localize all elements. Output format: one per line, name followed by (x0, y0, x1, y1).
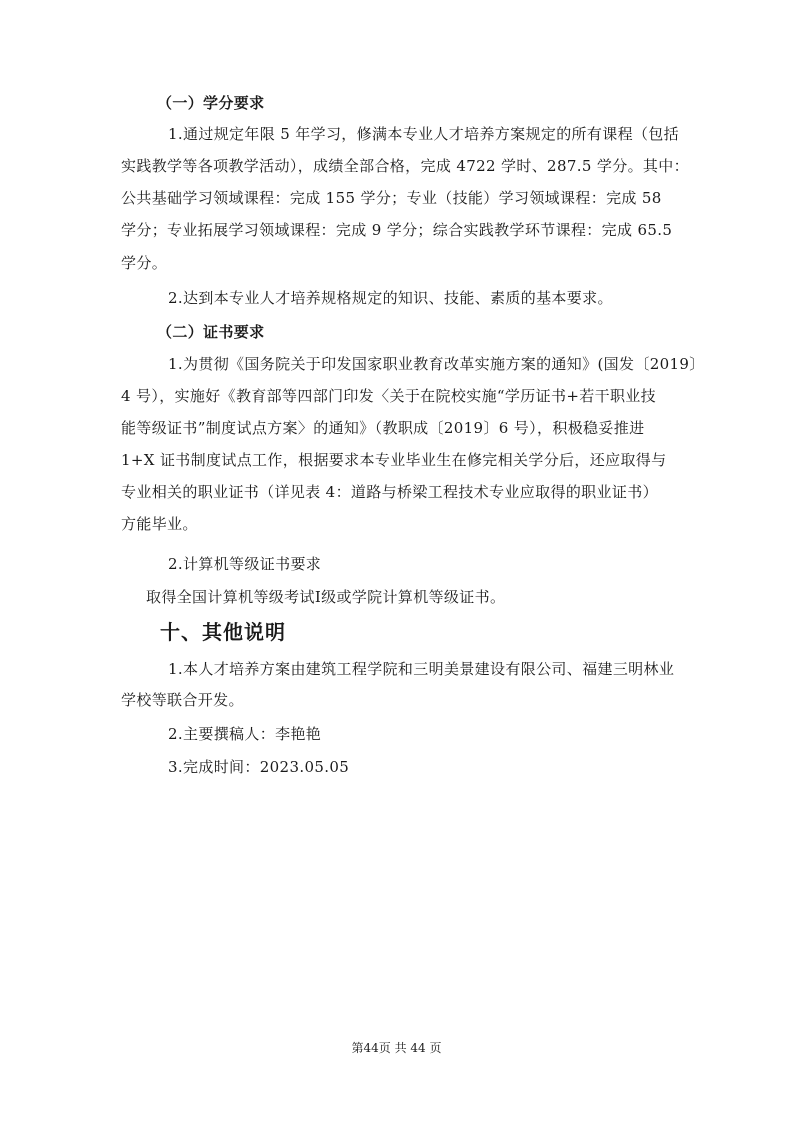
paragraph-line: 1+X 证书制度试点工作，根据要求本专业毕业生在修完相关学分后，还应取得与 (121, 451, 667, 469)
paragraph-line: 1.通过规定年限 5 年学习，修满本专业人才培养方案规定的所有课程（包括 (168, 125, 679, 143)
paragraph-line: 2.达到本专业人才培养规格规定的知识、技能、素质的基本要求。 (168, 289, 613, 307)
paragraph-line: 学分；专业拓展学习领域课程：完成 9 学分；综合实践教学环节课程：完成 65.5 (121, 221, 673, 239)
paragraph-line: 4 号），实施好《教育部等四部门印发〈关于在院校实施“学历证书+若干职业技 (121, 387, 657, 405)
paragraph-line: 学校等联合开发。 (121, 691, 244, 709)
paragraph-line: 1.为贯彻《国务院关于印发国家职业教育改革实施方案的通知》(国发〔2019〕 (168, 355, 705, 373)
section-heading-certificates: （二）证书要求 (157, 323, 265, 341)
paragraph-line: 能等级证书”制度试点方案〉的通知》（教职成〔2019〕6 号），积极稳妥推进 (121, 419, 645, 437)
paragraph-line: 实践教学等各项教学活动），成绩全部合格，完成 4722 学时、287.5 学分。其中： (121, 157, 689, 175)
paragraph-line: 1.本人才培养方案由建筑工程学院和三明美景建设有限公司、福建三明林业 (168, 660, 675, 678)
paragraph-line: 取得全国计算机等级考试Ⅰ级或学院计算机等级证书。 (146, 588, 506, 606)
paragraph-line: 专业相关的职业证书（详见表 4：道路与桥梁工程技术专业应取得的职业证书） (121, 483, 658, 501)
section-heading-credits: （一）学分要求 (157, 94, 265, 112)
paragraph-line: 学分。 (121, 254, 168, 272)
paragraph-line: 2.计算机等级证书要求 (168, 555, 322, 573)
page-number-footer: 第44页 共 44 页 (351, 1041, 442, 1055)
paragraph-line: 公共基础学习领域课程：完成 155 学分；专业（技能）学习领域课程：完成 58 (121, 189, 662, 207)
chapter-heading-other-notes: 十、其他说明 (160, 620, 286, 644)
paragraph-line: 3.完成时间：2023.05.05 (168, 758, 350, 776)
paragraph-line: 方能毕业。 (121, 515, 198, 533)
paragraph-line: 2.主要撰稿人：李艳艳 (168, 725, 322, 743)
